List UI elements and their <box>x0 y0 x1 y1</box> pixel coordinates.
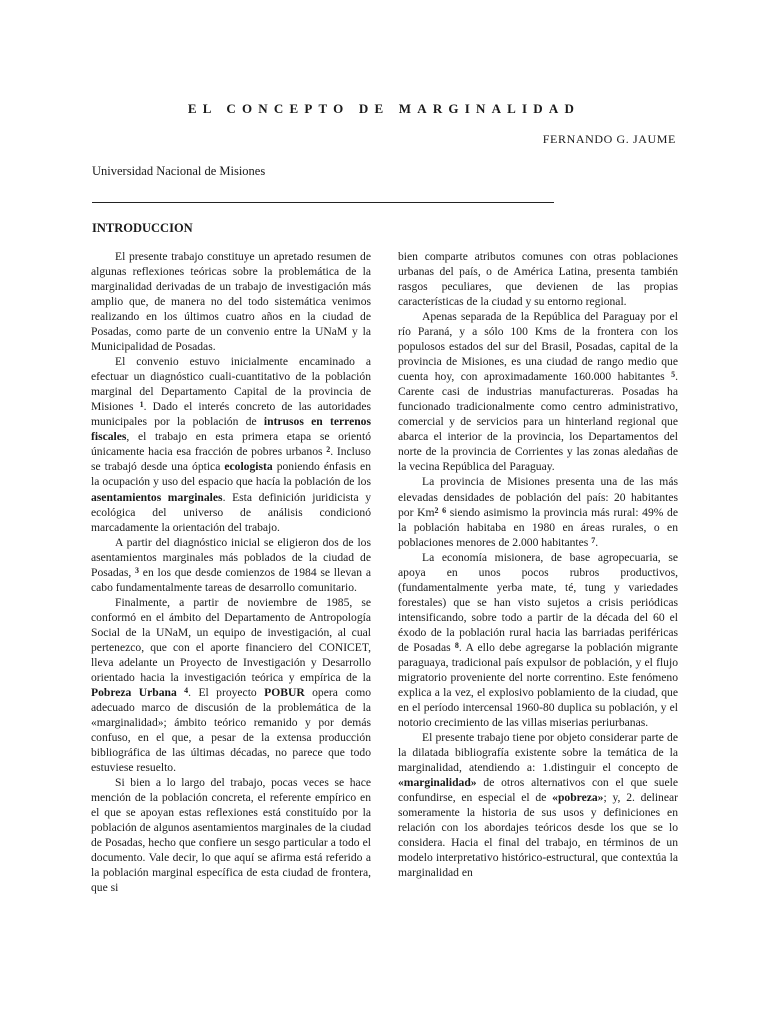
footnote-ref: 2 <box>326 445 331 455</box>
paragraph: Finalmente, a partir de noviembre de 1985, se conformó en el ámbito del Departamento de Antropología Social de la UNaM, un equipo de investigación, al cual pertenezco, que con el aporte financiero del CONICET, lleva adelante un Proyecto de Investigación y Desarrollo orientado hacia la investigación teórica y empírica de la Pobreza Urbana $^4$. El proyecto POBUR opera como adecuado marco de discusión de la problemática de la «marginalidad»; ámbito teórico remanido y por demás confuso, en el que, a pesar de la extensa producción bibliográfica de las últimas décadas, no parece que todo estuviese resuelto. <box>91 595 372 775</box>
paragraph: La economía misionera, de base agropecuaria, se apoya en unos pocos rubros productivos, (fundamentalmente yerba mate, té, tung y variedades forestales) que se han visto sujetos a crisis periódicas intensificando, sobre todo a partir de la década del 60 el éxodo de la población rural hacia las barriadas periféricas de Posadas $^8$. A ello debe agregarse la población migrante paraguaya, tradicional país expulsor de población, y el flujo migratorio proveniente del norte correntino. Este fenómeno explica a la vez, el explosivo poblamiento de la ciudad, que en el período intercensal 1960-80 duplica su población, y el notorio crecimiento de las villas miserias periurbanas. <box>398 550 678 729</box>
paragraph: Apenas separada de la República del Paraguay por el río Paraná, y a sólo 100 Kms de la frontera con los populosos estados del sur del Brasil, Posadas, capital de la provincia de Misiones, es una ciudad de rango medio que cuenta hoy, con aproximadamente 160.000 habitantes $^5$. Carente casi de industrias manufactureras. Posadas ha funcionado tradicionalmente como centro administrativo, comercial y de servicios para un hinterland regional que abarca el interior de la provincia, los Departamentos del norte de la provincia de Corrientes y las zonas aledañas de la vecina República del Paraguay. <box>398 310 678 474</box>
paragraph: La provincia de Misiones presenta una de las más elevadas densidades de población del país: 20 habitantes por Km$^2$ $^6$ siendo asimismo la provincia más rural: 49% de la población habitaba en 1980 en áreas rurales, o en poblaciones menores de 2.000 habitantes $^7$. <box>398 475 679 549</box>
footnote-ref: 7 <box>591 535 596 545</box>
author-name: FERNANDO G. JAUME <box>542 132 676 146</box>
section-heading: INTRODUCCION <box>92 221 193 235</box>
paragraph: A partir del diagnóstico inicial se eligieron dos de los asentamientos marginales más poblados de la ciudad de Posadas, $^3$ en los que desde comienzos de 1984 se llevan a cabo fundamentalmente tareas de desarrollo comunitario. <box>91 535 372 594</box>
paragraph: Si bien a lo largo del trabajo, pocas veces se hace mención de la población concreta, el referente empírico en el que se apoyan estas reflexiones está constituído por la población de algunos asentamientos marginales de la ciudad de Posadas, hecho que confiere un sesgo particular a todo el documento. Vale decir, lo que aquí se afirma está referido a la población marginal específica de esta ciudad de frontera, que si <box>91 776 371 895</box>
footnote-ref: 3 <box>135 565 140 575</box>
superscript: 2 <box>434 505 439 515</box>
paragraph: El convenio estuvo inicialmente encaminado a efectuar un diagnóstico cuali-cuantitativo de la población marginal del Departamento Capital de la provincia de Misiones $^1$. Dado el interés concreto de las autoridades municipales por la población de intrusos en terrenos fiscales, el trabajo en esta primera etapa se orientó únicamente hacia esa fracción de pobres urbanos $^2$. Incluso se trabajó desde una óptica ecologista poniendo énfasis en la ocupación y uso del espacio que hacía la población de los asentamientos marginales. Esta definición juridicista y ecológica del universo de análisis condicionó marcadamente la orientación del trabajo. <box>91 355 372 534</box>
left-column <box>91 249 371 895</box>
affiliation: Universidad Nacional de Misiones <box>92 164 266 178</box>
footnote-ref: 4 <box>184 685 189 695</box>
footnote-ref: 1 <box>139 400 144 410</box>
footnote-ref: 5 <box>671 370 676 380</box>
footnote-ref: 6 <box>442 505 447 515</box>
footnote-ref: 8 <box>454 640 459 650</box>
article-title: EL CONCEPTO DE MARGINALIDAD <box>187 101 581 116</box>
paragraph: El presente trabajo constituye un apretado resumen de algunas reflexiones teóricas sobre la problemática de la marginalidad derivadas de un trabajo de investigación más amplio que, de manera no del todo sistemática venimos realizando en los últimos cuatro años en la ciudad de Posadas, como parte de un convenio entre la UNaM y la Municipalidad de Posadas. <box>91 250 371 354</box>
paragraph: bien comparte atributos comunes con otras poblaciones urbanas del país, o de América Latina, presenta también rasgos peculiares, que devienen de las propias características de la ciudad y su entorno regional. <box>398 250 678 309</box>
right-column <box>398 249 678 880</box>
divider-rule <box>92 202 554 203</box>
paragraph: El presente trabajo tiene por objeto considerar parte de la dilatada bibliografía existente sobre la temática de la marginalidad, atendiendo a: 1.distinguir el concepto de «marginalidad» de otros alternativos con el que suele confundirse, en especial el de «pobreza»; y, 2. delinear someramente la historia de sus usos y definiciones en relación con los abordajes teóricos desde los que se lo considera. Hacia el final del trabajo, en términos de un modelo interpretativo histórico-estructural, que contextúa la marginalidad en <box>398 731 679 880</box>
